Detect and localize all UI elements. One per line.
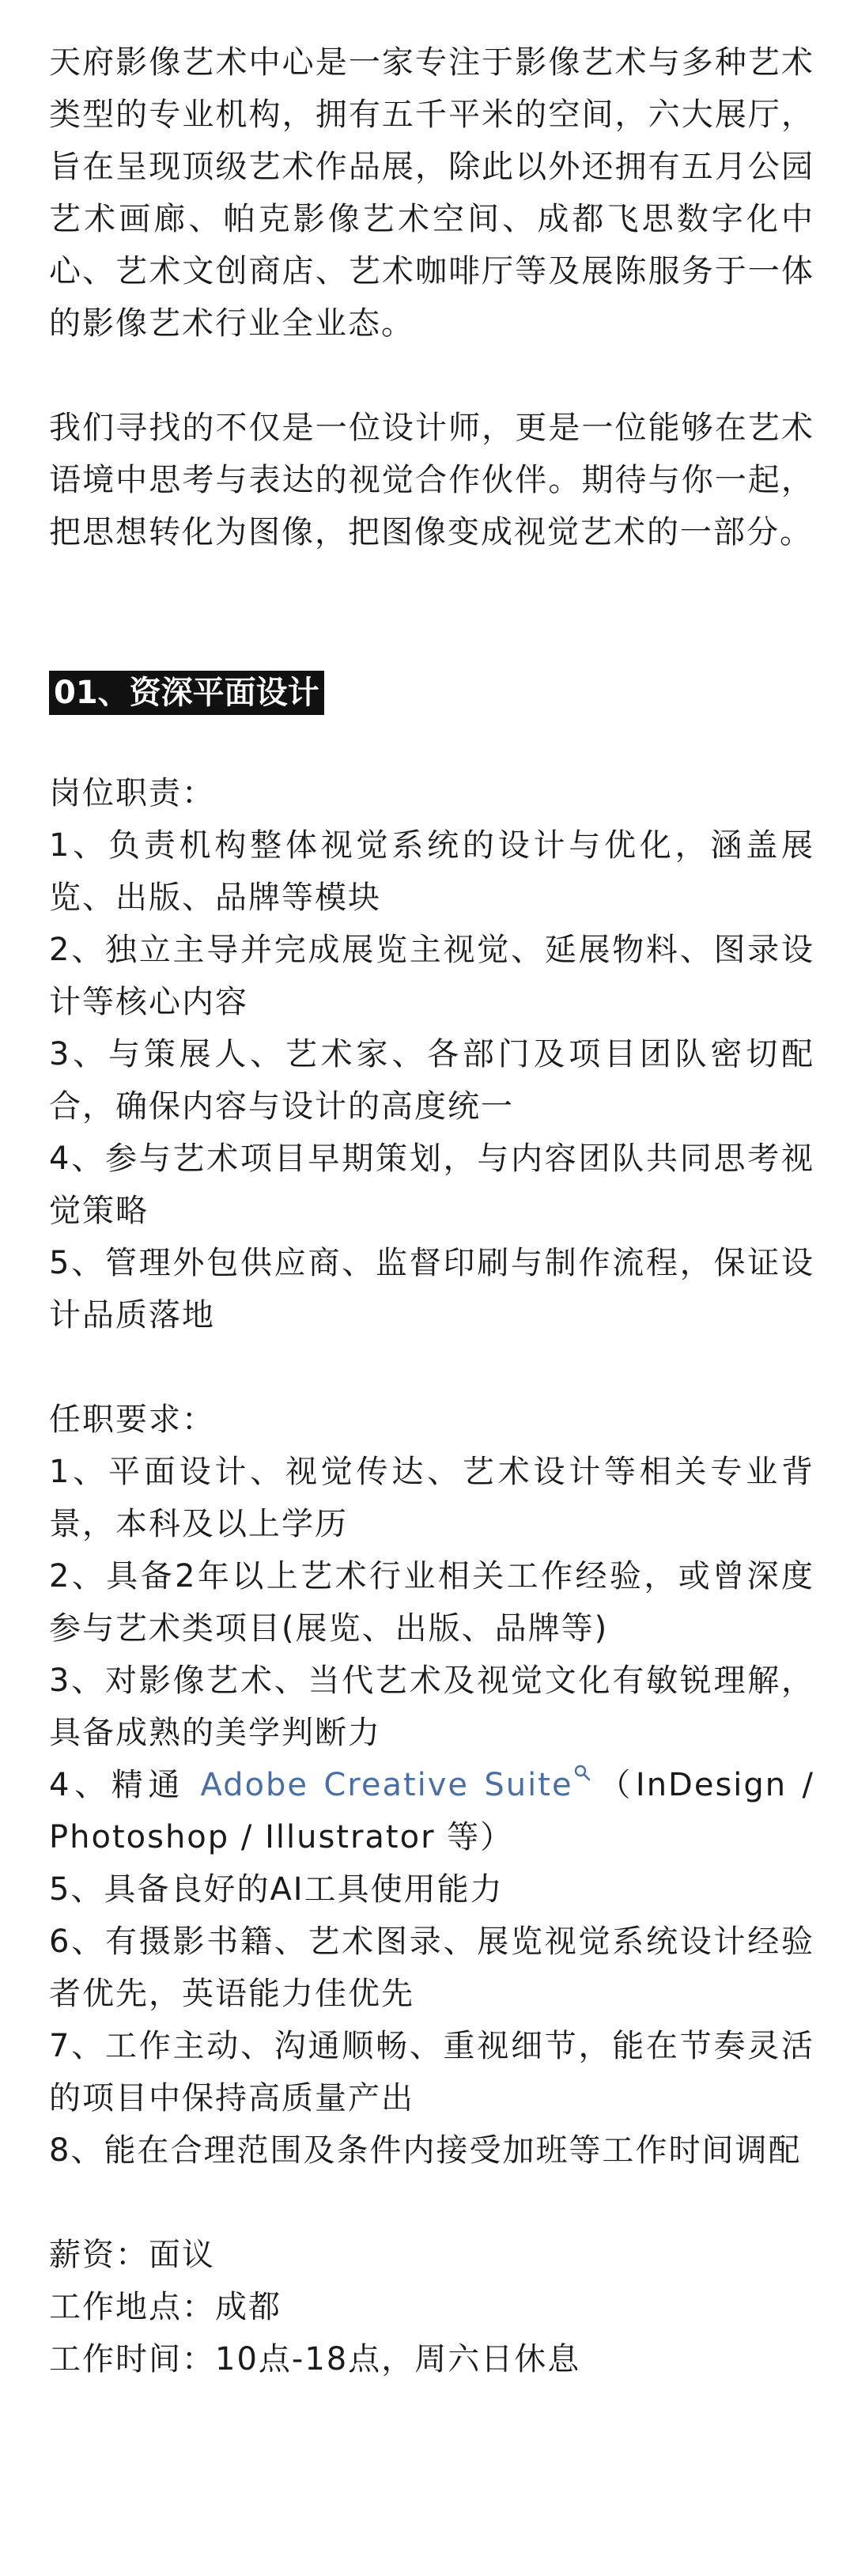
work-hours: 工作时间：10点-18点，周六日休息 xyxy=(49,2341,581,2377)
duty-item: 3、与策展人、艺术家、各部门及项目团队密切配合，确保内容与设计的高度统一 xyxy=(49,1036,814,1125)
work-location: 工作地点：成都 xyxy=(49,2289,282,2325)
requirement-item: 2、具备2年以上艺术行业相关工作经验，或曾深度参与艺术类项目(展览、出版、品牌等) xyxy=(49,1558,814,1647)
requirement-4-prefix: 4、精通 xyxy=(49,1767,201,1803)
intro-paragraph-2: 我们寻找的不仅是一位设计师，更是一位能够在艺术语境中思考与表达的视觉合作伙伴。期待与你一起，把思想转化为图像，把图像变成视觉艺术的一部分。 xyxy=(49,410,814,550)
requirement-item: 7、工作主动、沟通顺畅、重视细节，能在节奏灵活的项目中保持高质量产出 xyxy=(49,2028,814,2116)
article-body xyxy=(49,36,814,2385)
requirement-item: 3、对影像艺术、当代艺术及视觉文化有敏锐理解，具备成熟的美学判断力 xyxy=(49,1662,814,1751)
requirement-item: 1、平面设计、视觉传达、艺术设计等相关专业背景，本科及以上学历 xyxy=(49,1454,814,1542)
duty-item: 4、参与艺术项目早期策划，与内容团队共同思考视觉策略 xyxy=(49,1140,814,1229)
salary: 薪资：面议 xyxy=(49,2237,215,2273)
requirement-4-suffix: （InDesign / Photoshop / Illustrator 等） xyxy=(49,1767,814,1855)
intro-paragraph-1: 天府影像艺术中心是一家专注于影像艺术与多种艺术类型的专业机构，拥有五千平米的空间，六大展厅，旨在呈现顶级艺术作品展，除此以外还拥有五月公园艺术画廊、帕克影像艺术空间、成都飞思数字化中心、艺术文创商店、艺术咖啡厅等及展陈服务于一体的影像艺术行业全业态。 xyxy=(49,44,814,342)
adobe-creative-suite-link[interactable]: Adobe Creative Suite xyxy=(200,1767,573,1803)
duties-label: 岗位职责： xyxy=(49,775,215,811)
requirement-item-software xyxy=(49,1759,814,1863)
search-icon[interactable] xyxy=(573,1764,591,1781)
requirements-label: 任职要求： xyxy=(49,1401,215,1438)
requirement-item: 8、能在合理范围及条件内接受加班等工作时间调配 xyxy=(49,2132,802,2169)
duty-item: 5、管理外包供应商、监督印刷与制作流程，保证设计品质落地 xyxy=(49,1245,814,1333)
duty-item: 2、独立主导并完成展览主视觉、延展物料、图录设计等核心内容 xyxy=(49,932,814,1020)
requirement-item: 5、具备良好的AI工具使用能力 xyxy=(49,1871,504,1908)
requirement-item: 6、有摄影书籍、艺术图录、展览视觉系统设计经验者优先，英语能力佳优先 xyxy=(49,1923,814,2012)
position-title: 01、资深平面设计 xyxy=(49,671,324,715)
duty-item: 1、负责机构整体视觉系统的设计与优化，涵盖展览、出版、品牌等模块 xyxy=(49,827,814,916)
